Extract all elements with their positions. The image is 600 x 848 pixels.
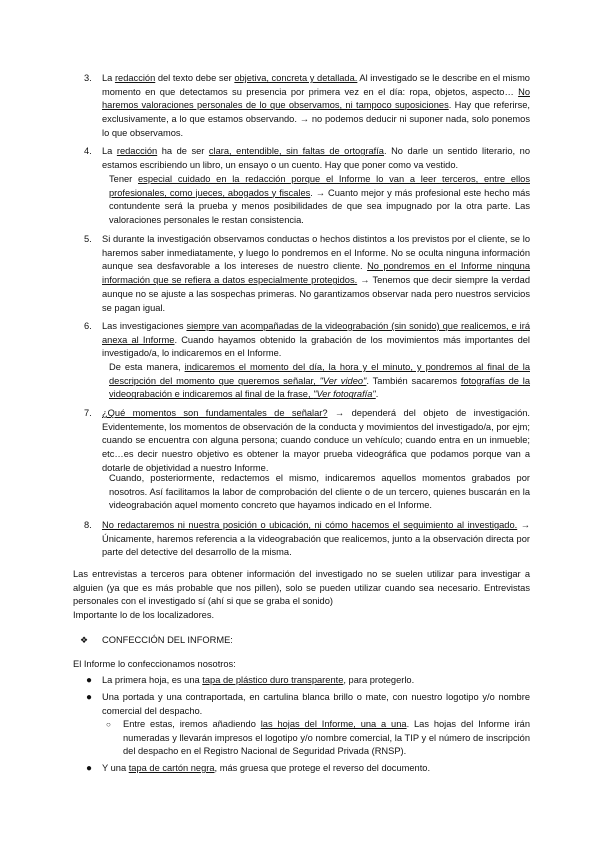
item-4-text: La redacción ha de ser clara, entendible, sin faltas de ortografía. No darle un sentido literario, no estamos escribiendo un libro, un ensayo o un cuento. Hay que poner como va vestido. — [102, 146, 530, 170]
item-5-text: Si durante la investigación observamos conductas o hechos distintos a los previstos por el cliente, se lo haremos saber inmediatamente, y luego lo pondremos en el Informe. No se oculta ninguna información aunque sea desfavorable a los intereses de nuestro cliente. No pondremos en el Informe ninguna información que se refiera a datos especialmente protegidos. → Tenemos que decir siempre la verdad aunque no se ajuste a las sospechas primeras. No garantizamos observar nada pero nuestros servicios se pagan igual. — [102, 234, 530, 313]
bullet-item-2: Una portada y una contraportada, en cartulina blanca brillo o mate, con nuestro logotipo y/o nombre comercial del despacho. — [102, 692, 530, 716]
bullet-item-3: Y una tapa de cartón negra, más gruesa que protege el reverso del documento. — [102, 763, 431, 773]
bullet-dot-icon: ● — [86, 763, 93, 774]
section-diamond-icon: ❖ — [80, 635, 89, 645]
item-number: 5. — [84, 234, 92, 244]
sub-bullet-circle-icon: ○ — [106, 720, 111, 729]
item-number: 3. — [84, 73, 92, 83]
bullet-dot-icon: ● — [86, 675, 93, 686]
item-number: 7. — [84, 408, 92, 418]
section-heading: CONFECCIÓN DEL INFORME: — [102, 635, 233, 645]
item-7-text: ¿Qué momentos son fundamentales de señalar? → dependerá del objeto de investigación. Evidentemente, los momentos de observación de la conducta y movimientos del investigado/a, por ejm; cuando se encuentra con alguna persona; cuando conduce un vehículo; cuando entra en un inmueble; etc…es decir nuestro objetivo es obtener la mayor prueba videográfica que podamos porque van a dotarle de objetividad a nuestro Informe. — [102, 408, 530, 473]
localizadores-note: Importante lo de los localizadores. — [73, 610, 215, 620]
item-number: 6. — [84, 321, 92, 331]
item-6-text: Las investigaciones siempre van acompañadas de la videograbación (sin sonido) que realicemos, e irá anexa al Informe. Cuando hayamos obtenido la grabación de los movimientos más importantes del investigado/a, lo indicaremos en el Informe. — [102, 321, 530, 359]
item-7-subparagraph: Cuando, posteriormente, redactemos el mismo, indicaremos aquellos momentos grabados por nosotros. Así facilitamos la labor de comprobación del cliente o de un tercero, quienes buscarán en la videograbación aquel momento concreto que hayamos indicado en el Informe. — [109, 473, 530, 511]
item-8-text: No redactaremos ni nuestra posición o ubicación, ni cómo hacemos el seguimiento al investigado. → Únicamente, haremos referencia a la videograbación que realicemos, junto a la observación directa por parte del detective del desarrollo de la misma. — [102, 520, 530, 558]
item-6-subparagraph: De esta manera, indicaremos el momento del día, la hora y el minuto, y pondremos al final de la descripción del momento que queremos señalar, "Ver video". También sacaremos fotografías de la videograbación e indicaremos al final de la frase, "Ver fotografía". — [109, 362, 530, 400]
bullet-item-2-sub: Entre estas, iremos añadiendo las hojas del Informe, una a una. Las hojas del Informe irán numeradas y llevarán impresos el logotipo y/o nombre comercial, la TIP y el número de inscripción del despacho en el Registro Nacional de Seguridad Privada (RNSP). — [123, 719, 531, 757]
item-number: 4. — [84, 146, 92, 156]
entrevistas-paragraph: Las entrevistas a terceros para obtener información del investigado no se suelen utilizar para investigar a alguien (ya que es más probable que nos pillen), solo se pueden utilizar cuando sea necesario. Entrevistas personales con el investigado sí (ahí si que se graba el sonido) — [73, 569, 530, 607]
section-intro: El Informe lo confeccionamos nosotros: — [73, 659, 236, 669]
bullet-item-1: La primera hoja, es una tapa de plástico duro transparente, para protegerlo. — [102, 675, 415, 685]
item-4-subparagraph: Tener especial cuidado en la redacción porque el Informe lo van a leer terceros, entre ellos profesionales, como jueces, abogados y fiscales. → Cuanto mejor y más profesional este hecho más contundente será la prueba y menos posibilidades de que sea impugnado por la otra parte. Las valoraciones personales le restan consistencia. — [109, 174, 530, 226]
item-number: 8. — [84, 520, 92, 530]
item-3-text: La redacción del texto debe ser objetiva, concreta y detallada. Al investigado se le describe en el mismo momento en que detectamos su presencia por primera vez en el día: ropa, objetos, aspecto… No haremos valoraciones personales de lo que observamos, ni tampoco suposiciones. Hay que referirse, exclusivamente, a lo que estamos observando. → no podemos deducir ni suponer nada, solo ponemos lo que observamos. — [102, 73, 530, 138]
bullet-dot-icon: ● — [86, 692, 93, 703]
